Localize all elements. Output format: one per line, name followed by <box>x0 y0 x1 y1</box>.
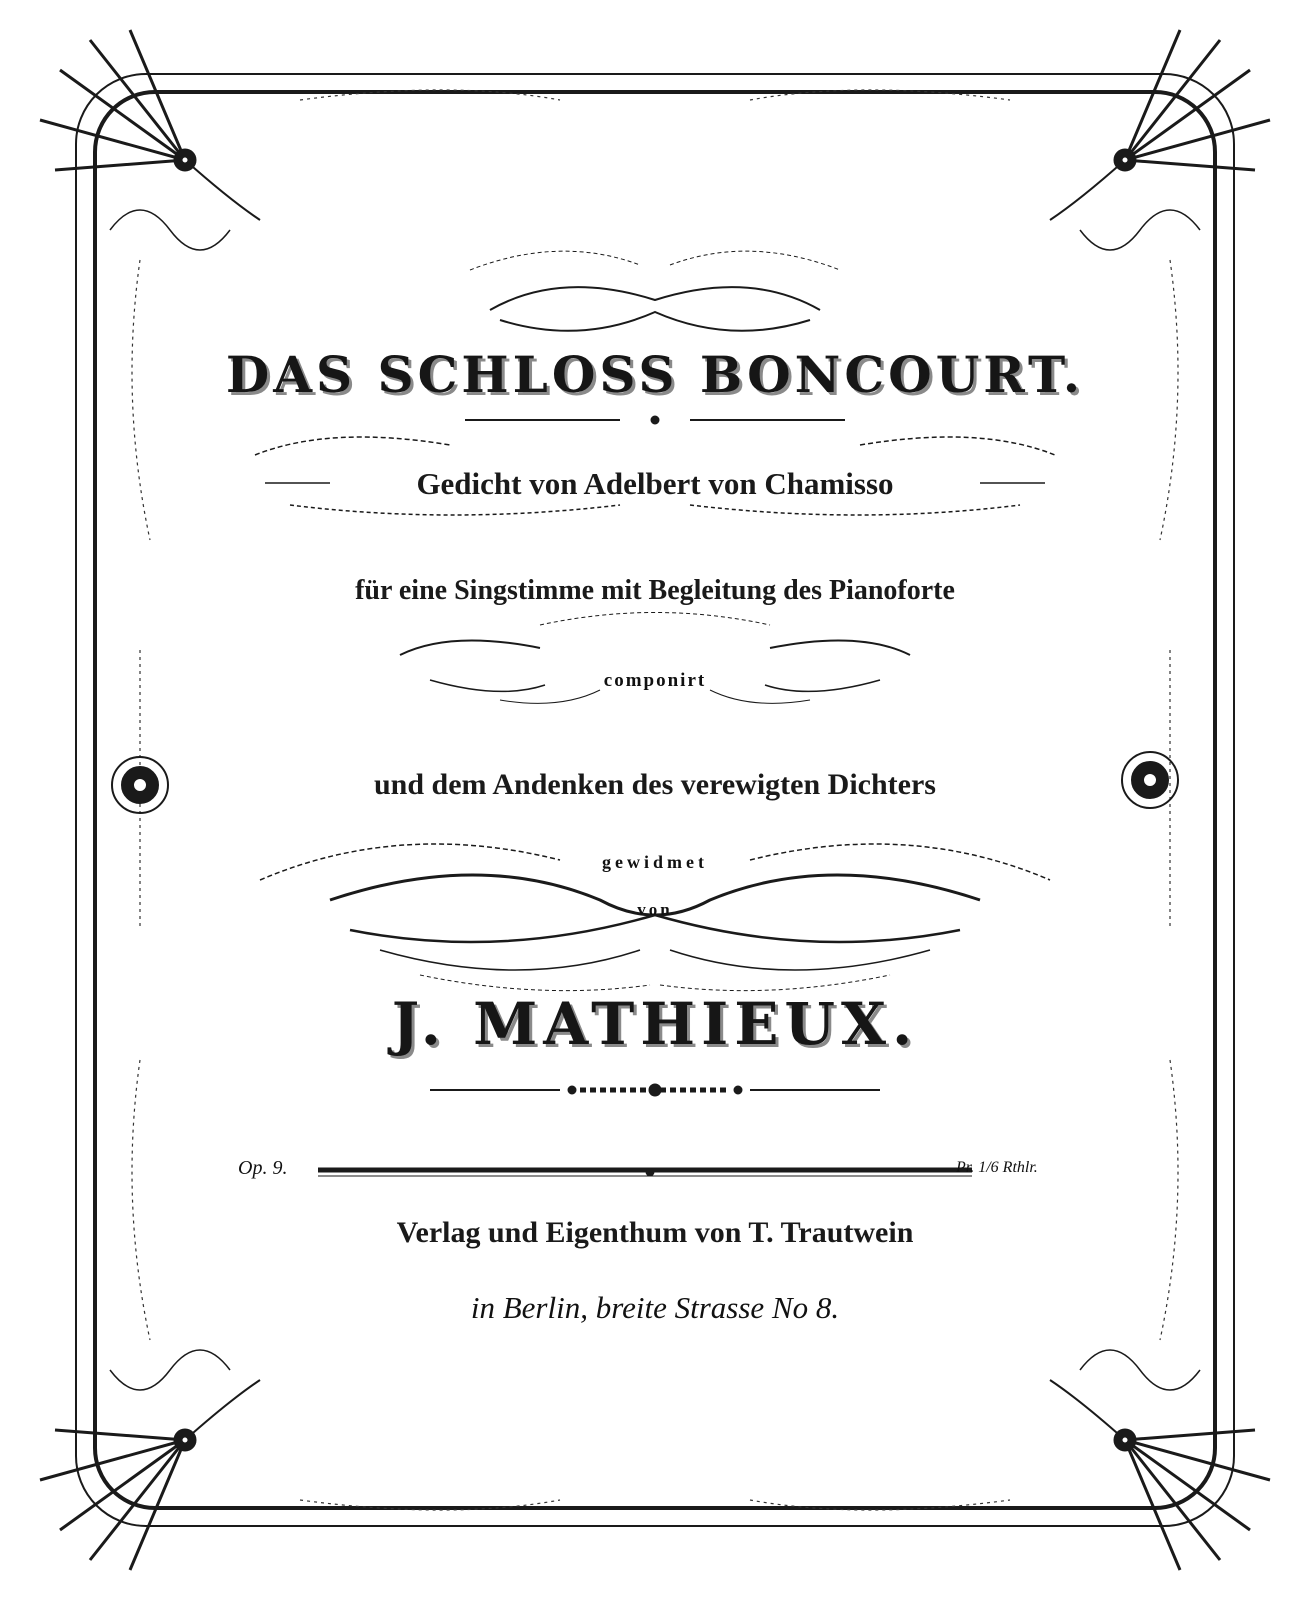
instrumentation: für eine Singstimme mit Begleitung des Pianoforte <box>355 575 955 606</box>
title: DAS SCHLOSS BONCOURT. <box>225 345 1085 404</box>
divider-composer <box>430 1084 880 1096</box>
address: in Berlin, breite Strasse No 8. <box>470 1290 840 1325</box>
dedicated-label: gewidmet <box>602 852 708 872</box>
divider-title <box>465 416 845 424</box>
by-label: von <box>637 900 673 919</box>
subtitle: Gedicht von Adelbert von Chamisso <box>416 466 894 501</box>
flourish-top <box>470 251 840 331</box>
corner-ornament-top-right <box>1050 30 1270 250</box>
composer: J. MATHIEUX. <box>391 990 919 1058</box>
rule-opus-price <box>318 1168 972 1176</box>
corner-ornament-top-left <box>40 30 260 250</box>
publisher: Verlag und Eigenthum von T. Trautwein <box>396 1216 914 1249</box>
opus-number: Op. 9. <box>238 1157 288 1179</box>
composed-label: componirt <box>603 670 707 691</box>
dedication: und dem Andenken des verewigten Dichters <box>374 768 936 801</box>
price: Pr. 1/6 Rthlr. <box>956 1159 1038 1176</box>
corner-ornament-bottom-right <box>1050 1350 1270 1570</box>
corner-ornament-bottom-left <box>40 1350 260 1570</box>
